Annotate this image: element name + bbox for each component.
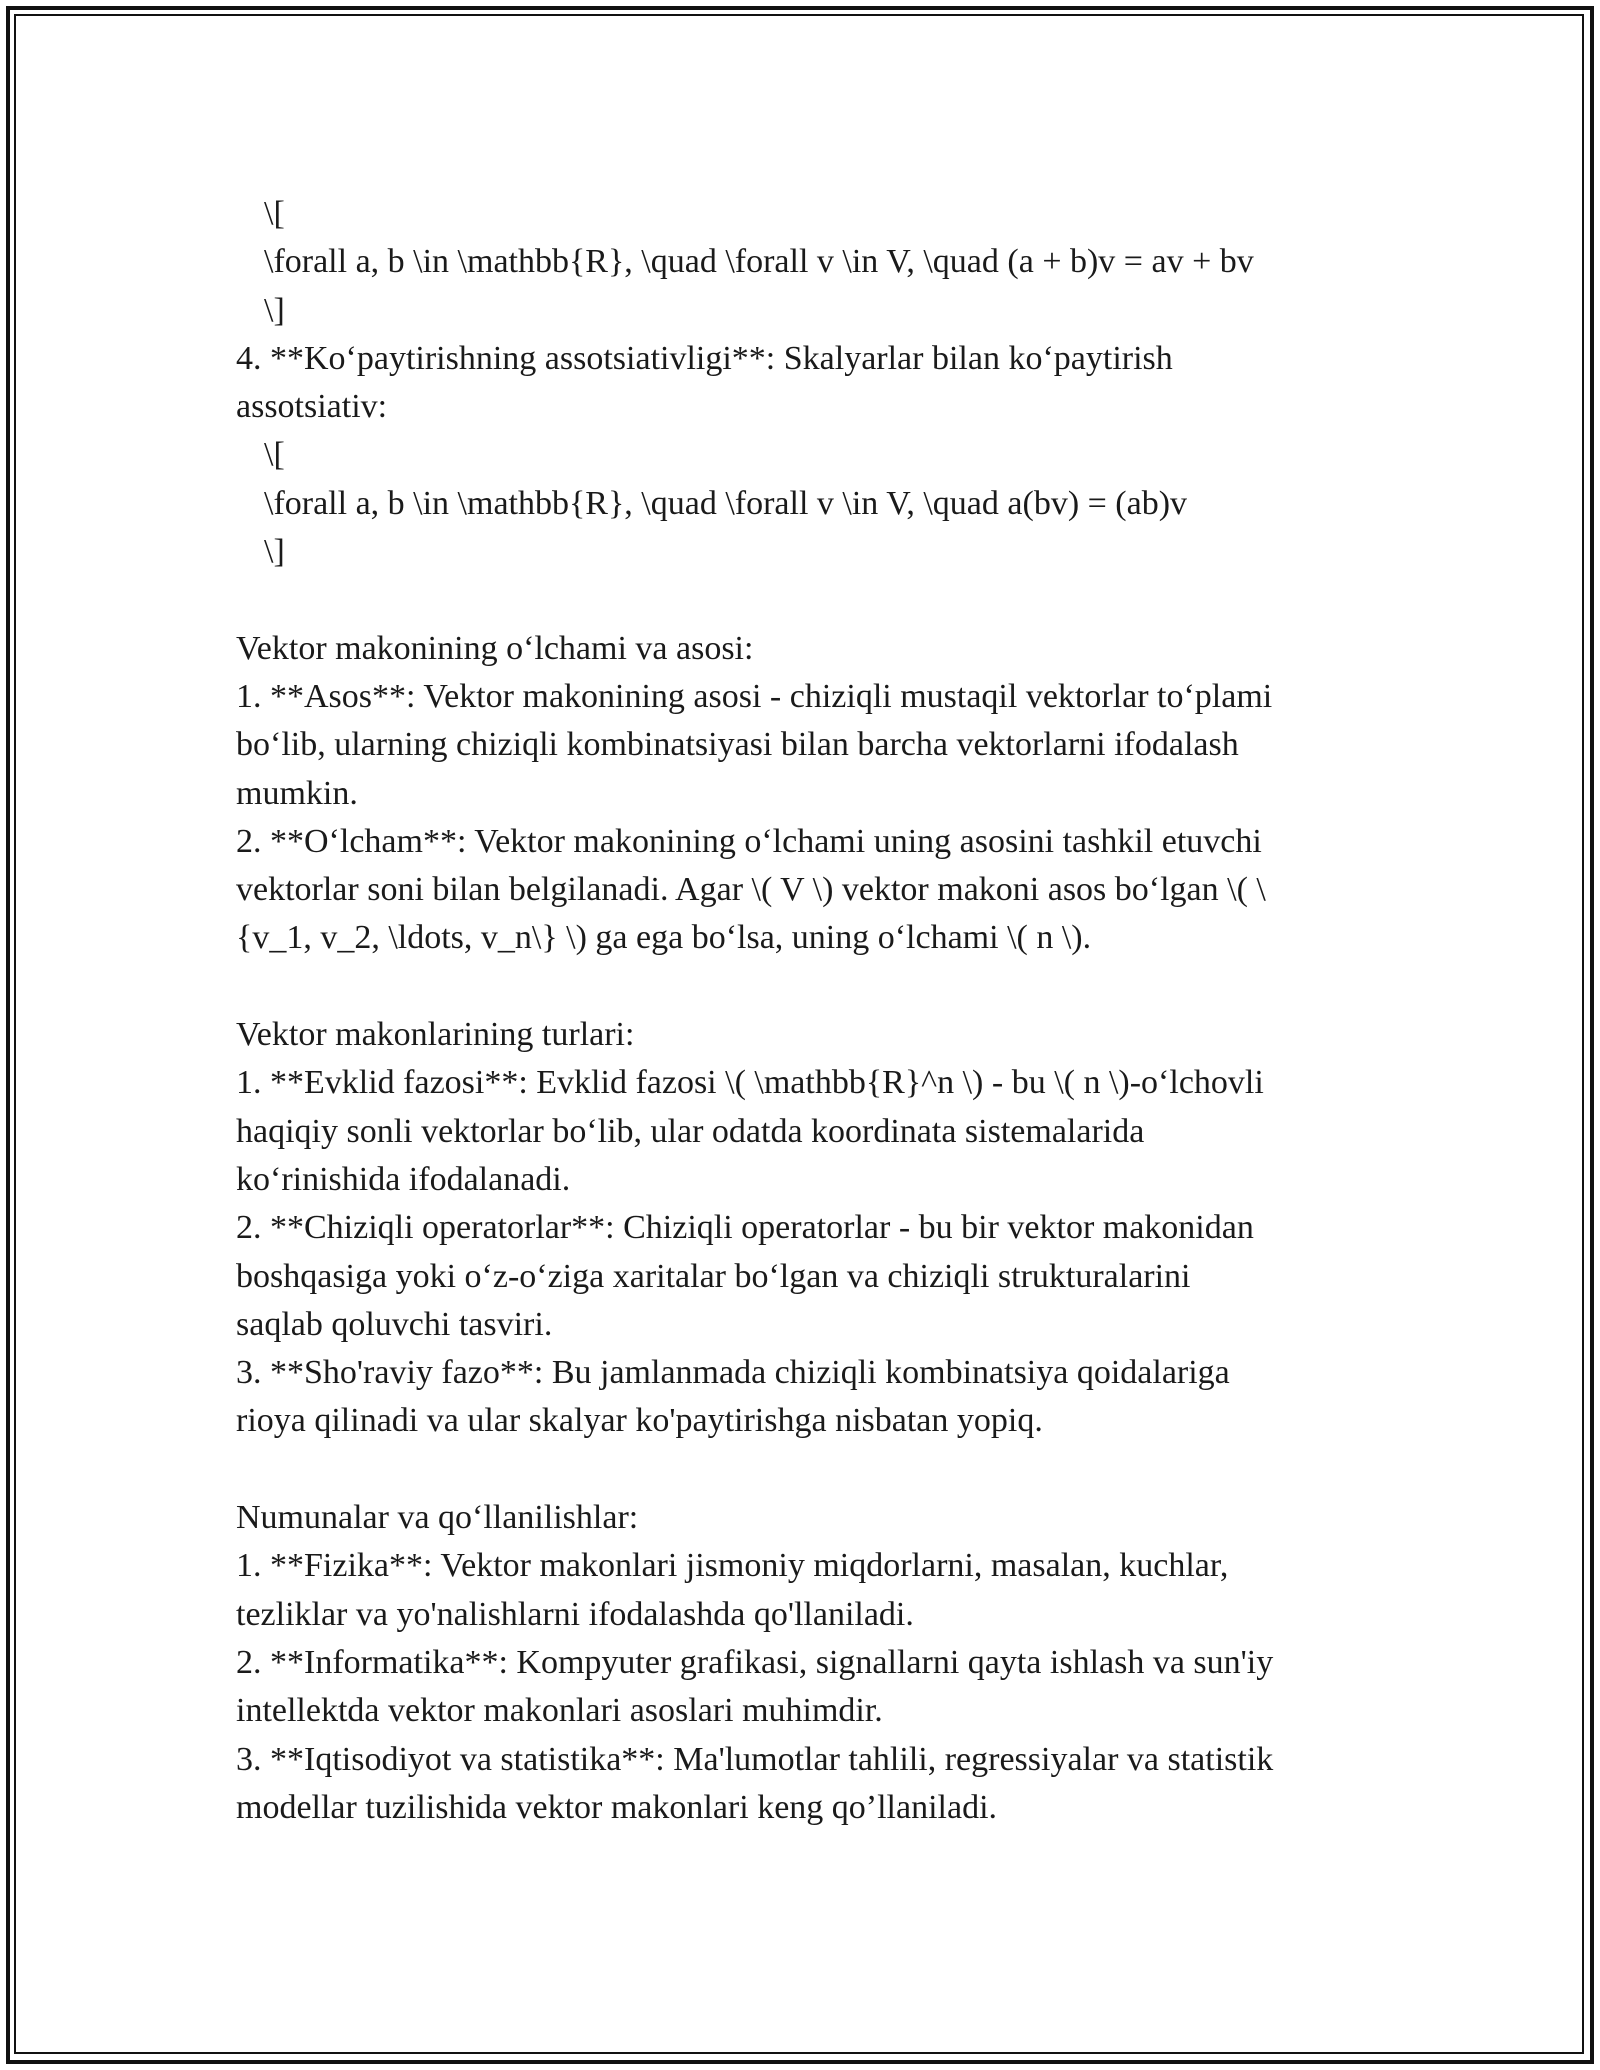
list-item-associativity: 4. **Ko‘paytirishning assotsiativligi**: Skalyarlar bilan ko‘paytirish <box>236 339 1173 377</box>
blank-line <box>236 576 1386 624</box>
list-item-associativity-cont: assotsiativ: <box>236 388 388 426</box>
list-item-informatics-cont-1: intellektda vektor makonlari asoslari muhimdir. <box>236 1692 883 1730</box>
list-item-basis-cont-2: mumkin. <box>236 774 358 812</box>
math-formula-associativity: \forall a, b \in \mathbb{R}, \quad \forall v \in V, \quad a(bv) = (ab)v <box>264 484 1188 522</box>
section-heading-applications: Numunalar va qo‘llanilishlar: <box>236 1499 639 1537</box>
list-item-euclid: 1. **Evklid fazosi**: Evklid fazosi \( \mathbb{R}^n \) - bu \( n \)-o‘lchovli <box>236 1064 1264 1102</box>
list-item-dimension-cont-2: {v_1, v_2, \ldots, v_n\} \) ga ega bo‘lsa, uning o‘lchami \( n \). <box>236 919 1092 957</box>
list-item-euclid-cont-1: haqiqiy sonli vektorlar bo‘lib, ular odatda koordinata sistemalarida <box>236 1112 1145 1150</box>
section-heading-dimension: Vektor makonining o‘lchami va asosi: <box>236 629 754 667</box>
math-open-1: \[ <box>264 195 285 232</box>
list-item-operators-cont-1: boshqasiga yoki o‘z-o‘ziga xaritalar bo‘lgan va chiziqli strukturalarini <box>236 1257 1191 1295</box>
list-item-dimension-cont-1: vektorlar soni bilan belgilanadi. Agar \( V \) vektor makoni asos bo‘lgan \( \ <box>236 871 1266 909</box>
list-item-space: 3. **Sho'raviy fazo**: Bu jamlanmada chiziqli kombinatsiya qoidalariga <box>236 1354 1230 1392</box>
math-close-2: \] <box>264 533 285 571</box>
list-item-space-cont-1: rioya qilinadi va ular skalyar ko'paytirishga nisbatan yopiq. <box>236 1402 1043 1440</box>
document-body <box>236 190 1386 1832</box>
list-item-basis-cont-1: bo‘lib, ularning chiziqli kombinatsiyasi bilan barcha vektorlarni ifodalash <box>236 726 1239 764</box>
list-item-operators-cont-2: saqlab qoluvchi tasviri. <box>236 1305 553 1343</box>
section-heading-types: Vektor makonlarining turlari: <box>236 1016 635 1054</box>
list-item-economics-cont-1: modellar tuzilishida vektor makonlari keng qo’llaniladi. <box>236 1788 998 1826</box>
list-item-basis: 1. **Asos**: Vektor makonining asosi - chiziqli mustaqil vektorlar to‘plami <box>236 677 1273 715</box>
list-item-economics: 3. **Iqtisodiyot va statistika**: Ma'lumotlar tahlili, regressiyalar va statistik <box>236 1740 1274 1778</box>
blank-line <box>236 1446 1386 1494</box>
blank-line <box>236 963 1386 1011</box>
list-item-informatics: 2. **Informatika**: Kompyuter grafikasi, signallarni qayta ishlash va sun'iy <box>236 1643 1274 1681</box>
math-formula-distributivity: \forall a, b \in \mathbb{R}, \quad \forall v \in V, \quad (a + b)v = av + bv <box>264 243 1254 281</box>
list-item-operators: 2. **Chiziqli operatorlar**: Chiziqli operatorlar - bu bir vektor makonidan <box>236 1209 1254 1247</box>
math-close-1: \] <box>264 291 285 329</box>
math-open-2: \[ <box>264 436 285 474</box>
list-item-physics-cont-1: tezliklar va yo'nalishlarni ifodalashda qo'llaniladi. <box>236 1595 914 1633</box>
list-item-dimension: 2. **O‘lcham**: Vektor makonining o‘lchami uning asosini tashkil etuvchi <box>236 822 1262 860</box>
list-item-euclid-cont-2: ko‘rinishida ifodalanadi. <box>236 1160 571 1198</box>
list-item-physics: 1. **Fizika**: Vektor makonlari jismoniy miqdorlarni, masalan, kuchlar, <box>236 1547 1229 1585</box>
